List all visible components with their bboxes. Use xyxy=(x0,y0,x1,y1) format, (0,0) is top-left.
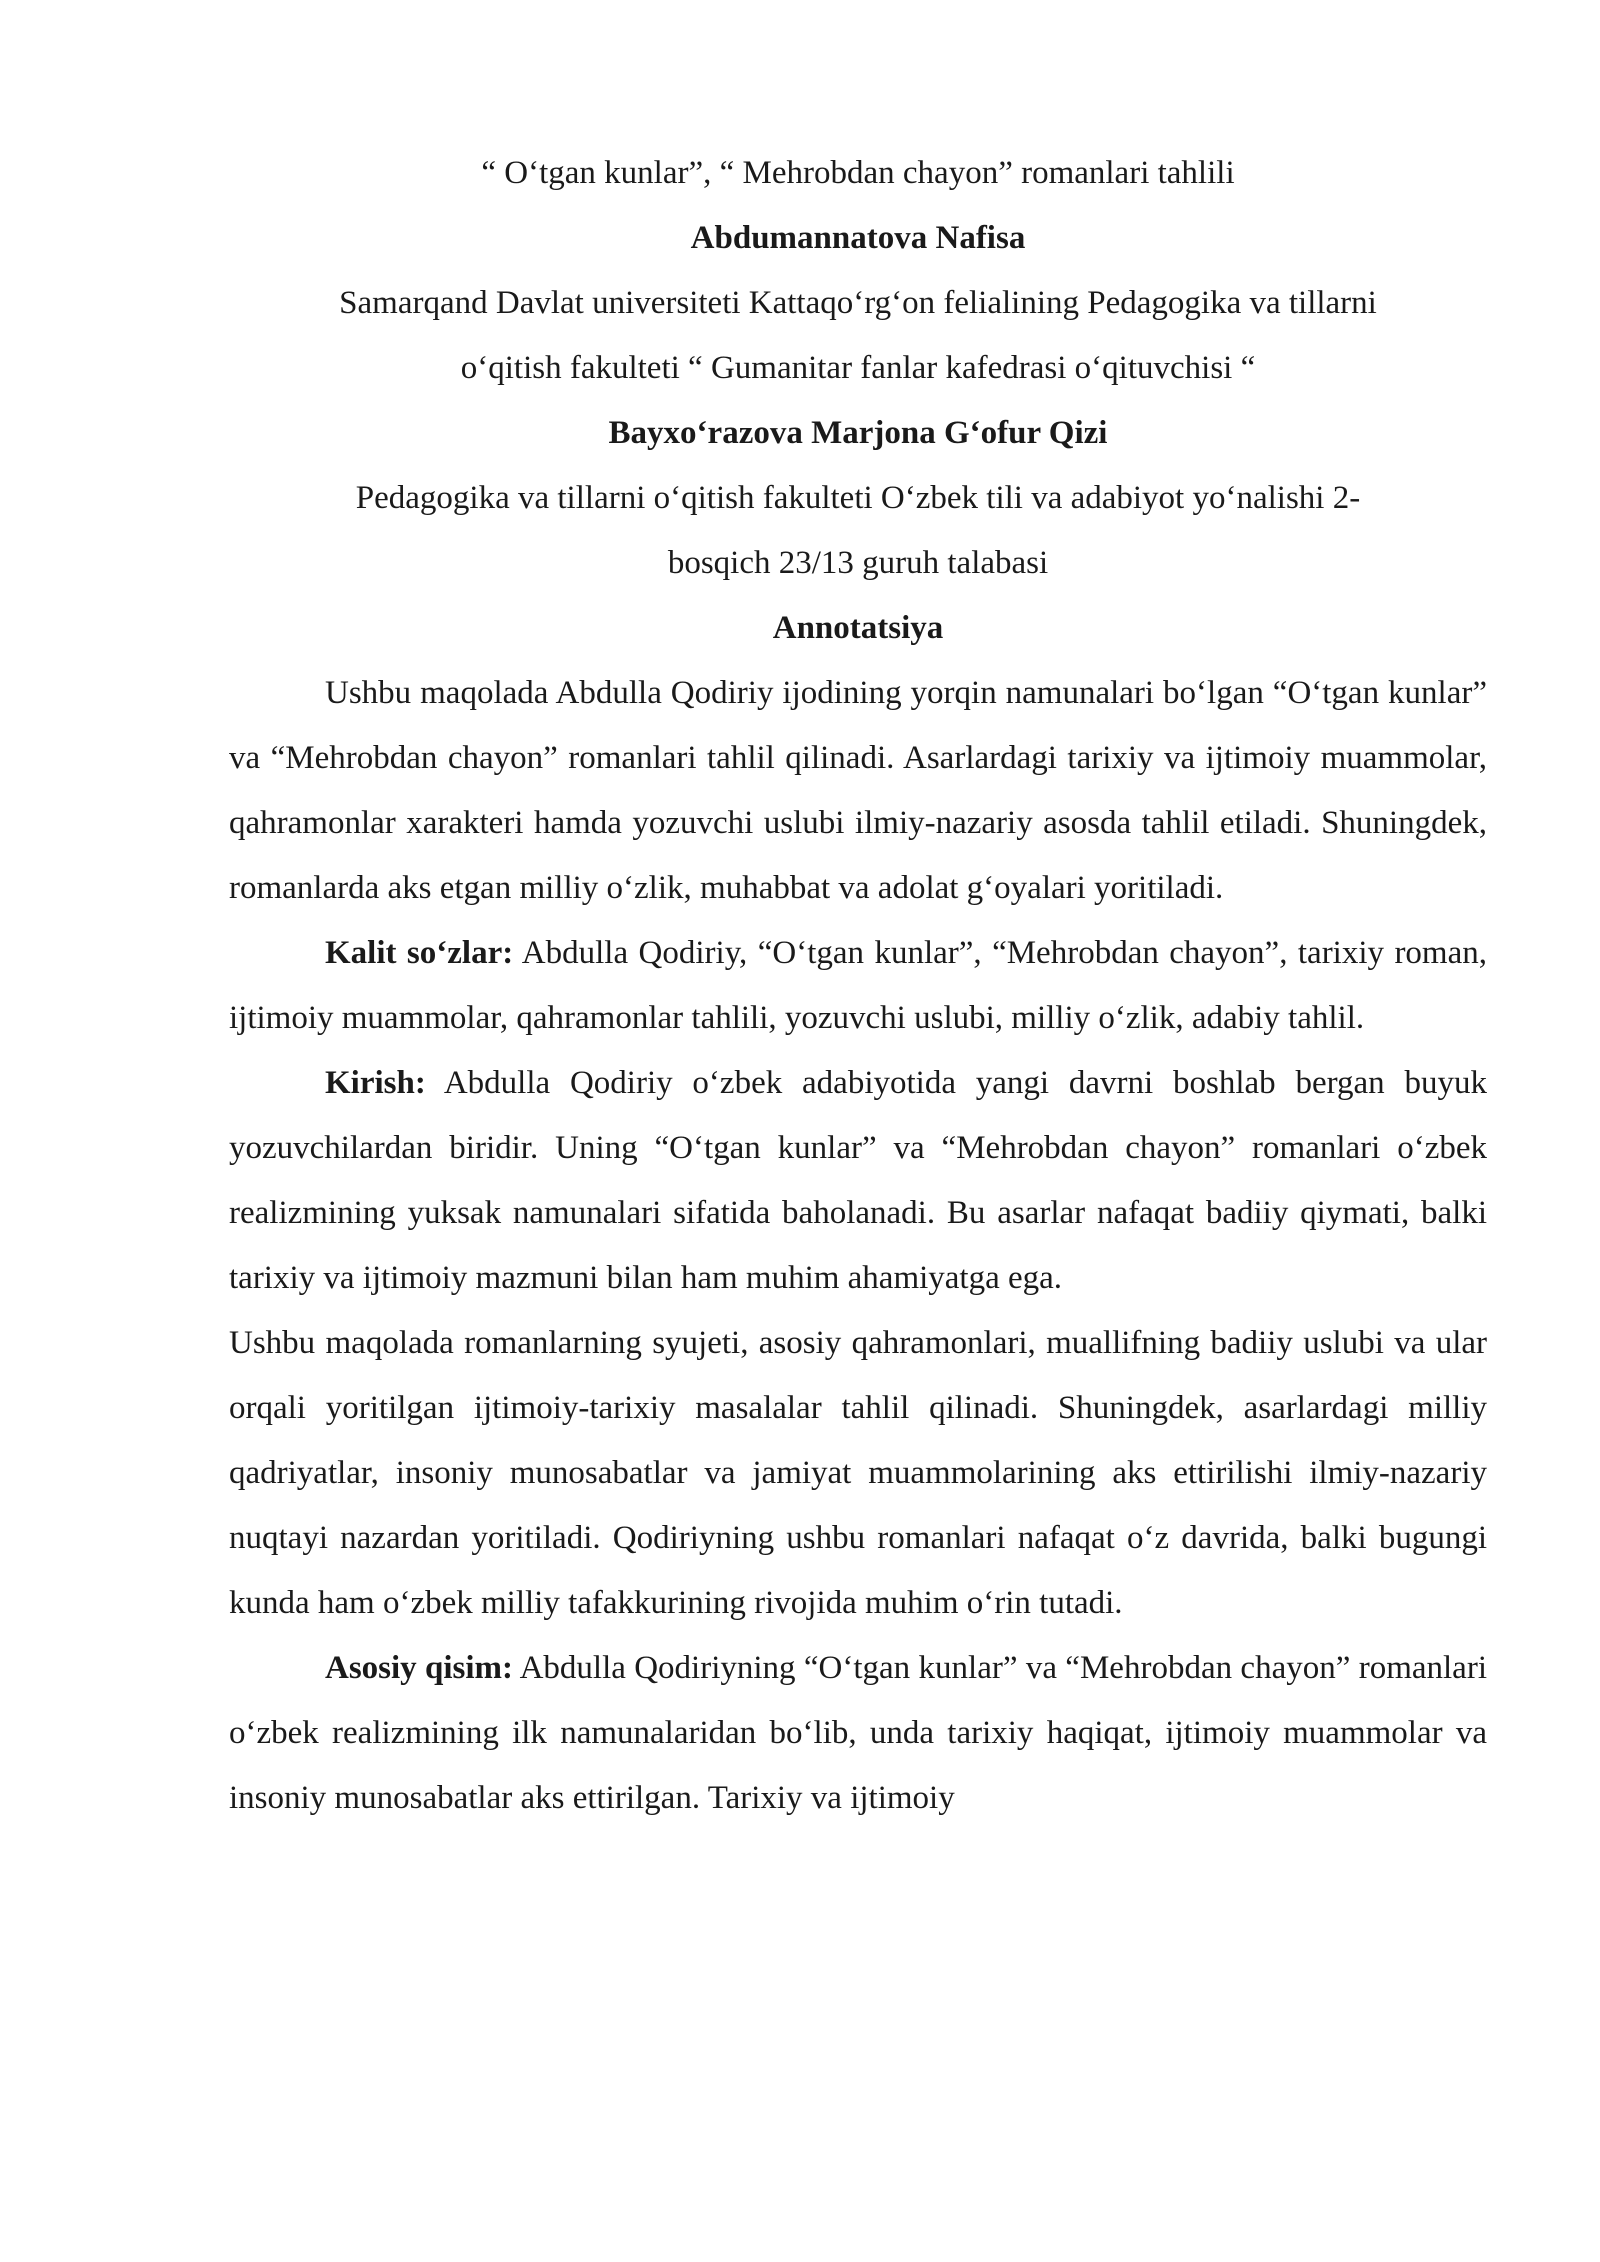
author-1-affiliation-line-1: Samarqand Davlat universiteti Kattaqo‘rg‘on felialining Pedagogika va tillarni xyxy=(339,285,1377,321)
author-1-affiliation-line-2: o‘qitish fakulteti “ Gumanitar fanlar kafedrasi o‘qituvchisi “ xyxy=(460,350,1256,386)
annotation-heading: Annotatsiya xyxy=(772,610,944,646)
keywords-text: Abdulla Qodiriy, “O‘tgan kunlar”, “Mehrobdan chayon”, tarixiy roman, ijtimoiy muammolar, qahramonlar tahlili, yozuvchi uslubi, milliy o‘zlik, adabiy tahlil. xyxy=(229,935,1487,1036)
article-title: “ O‘tgan kunlar”, “ Mehrobdan chayon” romanlari tahlili xyxy=(481,155,1235,191)
annotation-paragraph: Ushbu maqolada Abdulla Qodiriy ijodining yorqin namunalari bo‘lgan “O‘tgan kunlar” va “Mehrobdan chayon” romanlari tahlil qilinadi. Asarlardagi tarixiy va ijtimoiy muammolar, qahramonlar xarakteri hamda yozuvchi uslubi ilmiy-nazariy asosda tahlil etiladi. Shuningdek, romanlarda aks etgan milliy o‘zlik, muhabbat va adolat g‘oyalari yoritiladi. xyxy=(229,675,1487,906)
intro-paragraph-2: Ushbu maqolada romanlarning syujeti, asosiy qahramonlari, muallifning badiiy uslubi va ular orqali yoritilgan ijtimoiy-tarixiy masalalar tahlil qilinadi. Shuningdek, asarlardagi milliy qadriyatlar, insoniy munosabatlar va jamiyat muammolarining aks ettirilishi ilmiy-nazariy nuqtayi nazardan yoritiladi. Qodiriyning ushbu romanlari nafaqat o‘z davrida, balki bugungi kunda ham o‘zbek milliy tafakkurining rivojida muhim o‘rin tutadi. xyxy=(229,1325,1487,1621)
intro-label: Kirish: xyxy=(325,1065,426,1101)
main-paragraph xyxy=(229,1636,1487,1831)
main-text: Abdulla Qodiriyning “O‘tgan kunlar” va “Mehrobdan chayon” romanlari o‘zbek realizmining ilk namunalaridan bo‘lib, unda tarixiy haqiqat, ijtimoiy muammolar va insoniy munosabatlar aks ettirilgan. Tarixiy va ijtimoiy xyxy=(229,1650,1487,1816)
keywords-label: Kalit so‘zlar: xyxy=(325,935,514,971)
intro-paragraph xyxy=(229,1051,1487,1311)
intro-text: Abdulla Qodiriy o‘zbek adabiyotida yangi davrni boshlab bergan buyuk yozuvchilardan biridir. Uning “O‘tgan kunlar” va “Mehrobdan chayon” romanlari o‘zbek realizmining yuksak namunalari sifatida baholanadi. Bu asarlar nafaqat badiiy qiymati, balki tarixiy va ijtimoiy mazmuni bilan ham muhim ahamiyatga ega. xyxy=(229,1065,1487,1296)
main-label: Asosiy qisim: xyxy=(325,1650,514,1686)
author-2-affiliation-line-1: Pedagogika va tillarni o‘qitish fakulteti O‘zbek tili va adabiyot yo‘nalishi 2- xyxy=(355,480,1361,516)
keywords-paragraph xyxy=(229,921,1487,1051)
author-2-affiliation-line-2: bosqich 23/13 guruh talabasi xyxy=(667,545,1049,581)
author-1-name: Abdumannatova Nafisa xyxy=(690,220,1026,256)
document-body xyxy=(229,141,1487,1831)
author-2-name: Bayxo‘razova Marjona G‘ofur Qizi xyxy=(608,415,1108,451)
